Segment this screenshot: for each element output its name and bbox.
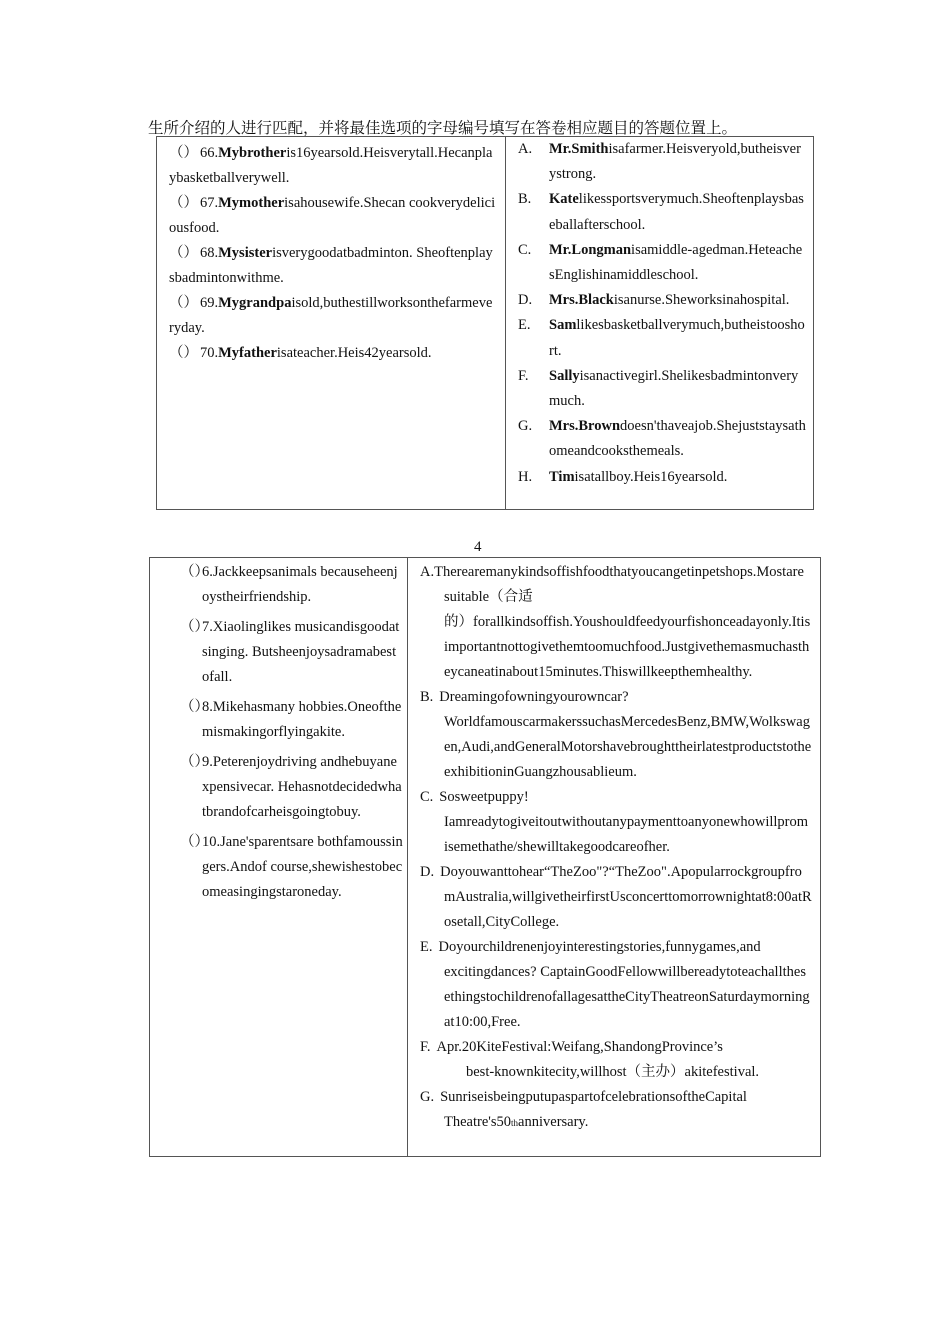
option-item: F. Sallyisanactivegirl.Shelikesbadmintonverymuch. xyxy=(518,367,799,410)
instruction-text: 生所介绍的人进行匹配，并将最佳选项的字母编号填写在答卷相应题目的答题位置上。 xyxy=(148,120,738,137)
question-item: （） 7.Xiaolinglikes musicandisgoodatsinging. Butsheenjoysadramabestofall. xyxy=(180,619,400,685)
option-b: B. Dreamingofowningyourowncar? WorldfamouscarmakerssuchasMercedesBenz,BMW,Wolkswagen,Audi,andGeneralMotorshavebroughttheirlatestproductstotheexhibitioninGuangzhousablieum. xyxy=(420,689,812,780)
option-item: C. Mr.Longmanisamiddle-agedman.HeteachesEnglishinamiddleschool. xyxy=(518,241,803,284)
options-column xyxy=(408,558,821,1157)
options-column xyxy=(506,137,814,510)
option-item: D. Mrs.Blackisanurse.Sheworksinahospital. xyxy=(518,292,790,309)
option-item: E. Samlikesbasketballverymuch,butheistooshort. xyxy=(518,317,805,359)
matching-table-1 xyxy=(156,136,814,510)
questions-column xyxy=(157,137,506,510)
question-item: （） 67.Mymotherisahousewife.Shecan cookverydeliciousfood. xyxy=(169,195,496,236)
option-g: G. SunriseisbeingputupaspartofcelebrationsoftheCapital Theatre's50thanniversary. xyxy=(420,1089,747,1130)
option-f: F. Apr.20KiteFestival:Weifang,ShandongProvince’s best-knownkitecity,willhost（主办）akitefestival. xyxy=(420,1039,760,1080)
matching-table-2 xyxy=(149,557,821,1157)
option-a: A.Therearemanykindsoffishfoodthatyoucangetinpetshops.Mostare suitable（合适 的）forallkindsoffish.Youshouldfeedyourfishonceadayonly.Itisimportantnottogivethemtoomuchfood.Justgivethemasmuchastheycaneatinabout15minutes.Thiswillkeepthemhealthy. xyxy=(420,564,811,680)
option-item: G. Mrs.Browndoesn'thaveajob.Shejuststaysathomeandcooksthemeals. xyxy=(518,418,806,460)
question-item: （） 68.Mysisterisverygoodatbadminton. Sheoftenplaysbadmintonwithme. xyxy=(169,245,493,286)
question-item: （） 66.Mybrotheris16yearsold.Heisverytall.Hecanplaybasketballverywell. xyxy=(169,145,493,186)
page-number: 4 xyxy=(474,539,482,555)
question-item: （） 6.Jackkeepsanimals becauseheenjoystheirfriendship. xyxy=(180,564,398,605)
option-e: E. Doyourchildrenenjoyinterestingstories,funnygames,and excitingdances? CaptainGoodFellowwillbereadytoteachallthesethingstochildrenofallagesattheCityTheatreonSaturdaymorningat10:00,Free. xyxy=(420,939,810,1030)
option-item: A. Mr.Smithisafarmer.Heisveryold,butheisverystrong. xyxy=(518,141,801,183)
question-item: （） 69.Mygrandpaisold,buthestillworksonthefarmeveryday. xyxy=(169,295,493,336)
question-item: （） 9.Peterenjoydriving andhebuyanexpensivecar. Hehasnotdecidedwhatbrandofcarheisgoingtobuy. xyxy=(180,754,402,820)
option-item: H. Timisatallboy.Heis16yearsold. xyxy=(518,468,728,485)
option-d: D. Doyouwanttohear“TheZoo"?“TheZoo".Apopularrockgroupfro mAustralia,willgivetheirfirstUsconcerttomorrownightat8:00atRosetall,CityCollege. xyxy=(420,864,812,930)
question-item: （） 8.Mikehasmany hobbies.Oneofthemismakingorflyingakite. xyxy=(180,699,402,740)
question-item: （） 70.Myfatherisateacher.Heis42yearsold. xyxy=(169,345,432,361)
questions-column xyxy=(150,558,408,1157)
option-c: C. Sosweetpuppy! Iamreadytogiveitoutwithoutanypaymenttoanyonewhowillpromisemethathe/shewilltakegoodcareofher. xyxy=(420,789,809,855)
option-item: B. Katelikessportsverymuch.Sheoftenplaysbaseballafterschool. xyxy=(518,191,804,233)
question-item: （） 10.Jane'sparentsare bothfamoussingers.Andof course,shewishestobecomeasingingstaroneday. xyxy=(180,834,403,900)
